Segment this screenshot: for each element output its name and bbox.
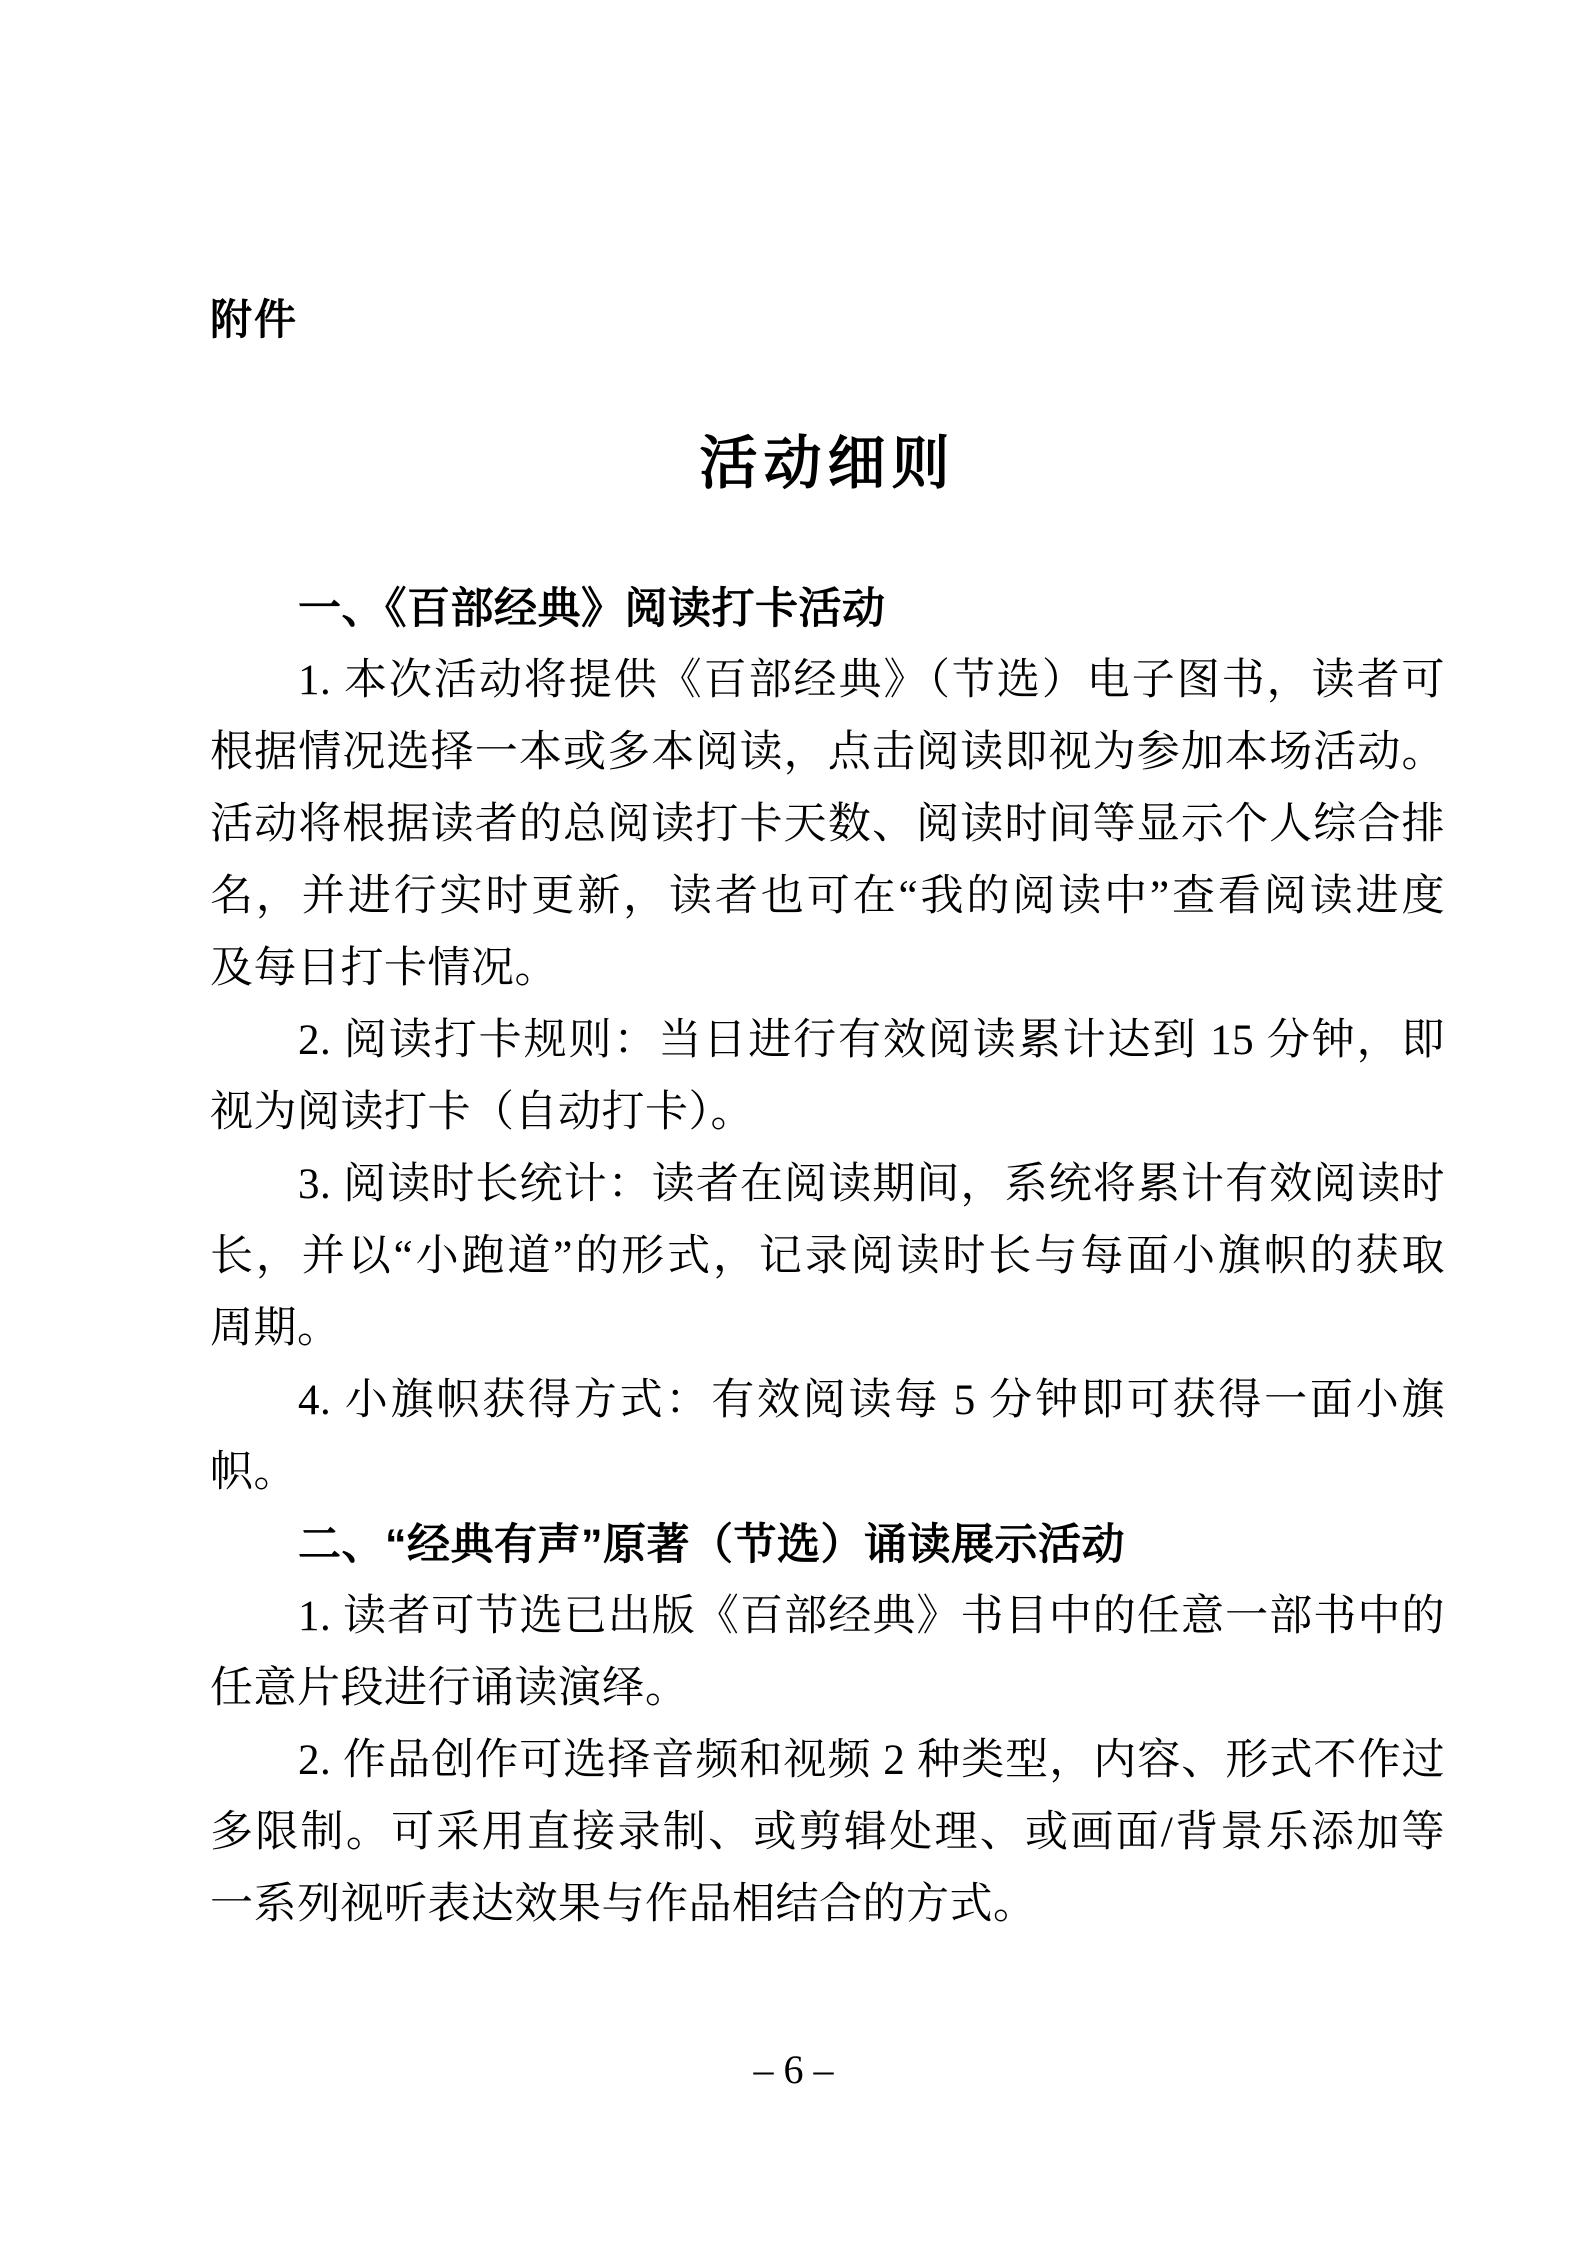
- document-body: [210, 573, 1445, 1941]
- body-line: 1. 本次活动将提供《百部经典》（节选）电子图书，读者可: [298, 657, 1445, 704]
- body-line: 活动将根据读者的总阅读打卡天数、阅读时间等显示个人综合排: [210, 801, 1445, 848]
- body-line: 视为阅读打卡（自动打卡）。: [210, 1089, 754, 1136]
- attachment-label: 附件: [210, 296, 299, 343]
- section-heading: 二、“经典有声”原著（节选）诵读展示活动: [298, 1521, 1125, 1569]
- body-line: 2. 作品创作可选择音频和视频 2 种类型，内容、形式不作过: [298, 1737, 1445, 1784]
- body-line: 根据情况选择一本或多本阅读，点击阅读即视为参加本场活动。: [210, 729, 1445, 776]
- body-line: 名，并进行实时更新，读者也可在“我的阅读中”查看阅读进度: [210, 873, 1445, 920]
- body-line: 帜。: [210, 1449, 297, 1496]
- body-line: 任意片段进行诵读演绎。: [210, 1665, 689, 1712]
- body-line: 2. 阅读打卡规则：当日进行有效阅读累计达到 15 分钟，即: [298, 1017, 1445, 1064]
- page-number: – 6 –: [753, 2047, 834, 2092]
- document-title: 活动细则: [699, 431, 956, 496]
- body-line: 3. 阅读时长统计：读者在阅读期间，系统将累计有效阅读时: [298, 1161, 1445, 1208]
- body-line: 长，并以“小跑道”的形式，记录阅读时长与每面小旗帜的获取: [210, 1233, 1445, 1280]
- section-heading: 一、《百部经典》阅读打卡活动: [298, 585, 886, 633]
- body-line: 及每日打卡情况。: [210, 945, 558, 992]
- body-line: 多限制。可采用直接录制、或剪辑处理、或画面/背景乐添加等: [210, 1809, 1445, 1856]
- body-line: 一系列视听表达效果与作品相结合的方式。: [210, 1881, 1037, 1928]
- body-line: 1. 读者可节选已出版《百部经典》书目中的任意一部书中的: [298, 1593, 1445, 1640]
- body-line: 4. 小旗帜获得方式：有效阅读每 5 分钟即可获得一面小旗: [298, 1377, 1445, 1424]
- body-line: 周期。: [210, 1305, 341, 1352]
